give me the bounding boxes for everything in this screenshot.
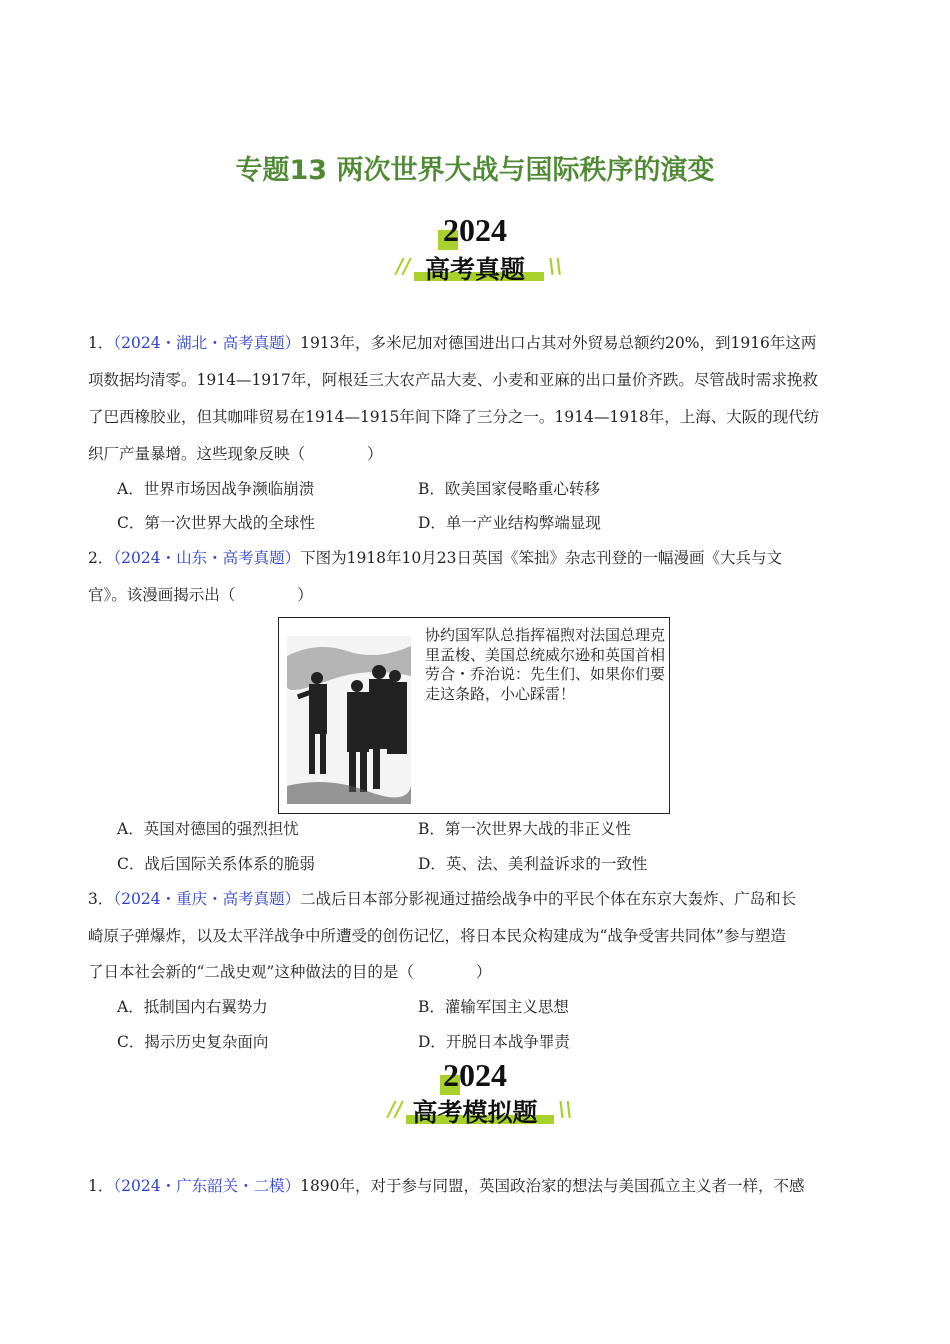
question-source: （2024・山东・高考真题）: [113, 549, 301, 567]
question-text: 1890年，对于参与同盟，英国政治家的想法与美国孤立主义者一样，不感: [300, 1177, 805, 1195]
option-a: A．世界市场因战争濒临崩溃: [117, 480, 315, 498]
page-title: 专题13 两次世界大战与国际秩序的演变: [235, 155, 715, 186]
question-text: 下图为1918年10月23日英国《笨拙》杂志刊登的一幅漫画《大兵与文: [300, 549, 782, 567]
option-d: D．开脱日本战争罪责: [418, 1033, 570, 1051]
question-text: 二战后日本部分影视通过描绘战争中的平民个体在东京大轰炸、广岛和长: [300, 890, 797, 908]
option-b: B．第一次世界大战的非正义性: [418, 820, 631, 838]
question-text: 崎原子弹爆炸，以及太平洋战争中所遭受的创伤记忆，将日本民众构建成为“战争受害共同体”参与塑造: [88, 927, 786, 945]
question-text: 1913年，多米尼加对德国进出口占其对外贸易总额约20%，到1916年这两: [300, 334, 817, 352]
section-year: 2024: [443, 212, 507, 248]
option-d: D．英、法、美利益诉求的一致性: [418, 855, 648, 873]
question-number: 2．: [88, 549, 114, 567]
question-text: 了巴西橡胶业，但其咖啡贸易在1914—1915年间下降了三分之一。1914—1918年，上海、大阪的现代纺: [88, 408, 820, 426]
section-badge-real-exam: [0, 212, 950, 292]
section-label: 高考模拟题: [412, 1098, 538, 1127]
option-b: B．灌输军国主义思想: [418, 998, 569, 1016]
slash-decoration: \\: [548, 254, 563, 278]
slash-decoration: \\: [558, 1097, 573, 1121]
section-label: 高考真题: [424, 255, 525, 284]
option-a: A．英国对德国的强烈担忧: [117, 820, 299, 838]
question-source: （2024・广东韶关・二模）: [113, 1177, 301, 1195]
section-badge-mock-exam: [0, 1057, 950, 1137]
question-number: 3．: [88, 890, 114, 908]
option-d: D．单一产业结构弊端显现: [418, 514, 601, 532]
cartoon-image: [287, 636, 411, 804]
question-number: 1．: [88, 1177, 114, 1195]
question-text: 织厂产量暴增。这些现象反映（ ）: [88, 445, 383, 463]
option-c: C．战后国际关系体系的脆弱: [117, 855, 315, 873]
question-text: 了日本社会新的“二战史观”这种做法的目的是（ ）: [88, 963, 492, 981]
question-text: 官》。该漫画揭示出（ ）: [88, 586, 313, 604]
option-c: C．第一次世界大战的全球性: [117, 514, 315, 532]
option-a: A．抵制国内右翼势力: [117, 998, 268, 1016]
slash-decoration: //: [396, 254, 411, 278]
section-year: 2024: [443, 1057, 507, 1093]
question-source: （2024・重庆・高考真题）: [113, 890, 301, 908]
question-text: 项数据均清零。1914—1917年，阿根廷三大农产品大麦、小麦和亚麻的出口量价齐跌。尽管战时需求挽救: [88, 371, 818, 389]
question-number: 1．: [88, 334, 114, 352]
question-source: （2024・湖北・高考真题）: [113, 334, 301, 352]
option-b: B．欧美国家侵略重心转移: [418, 480, 600, 498]
option-c: C．揭示历史复杂面向: [117, 1033, 269, 1051]
slash-decoration: //: [388, 1097, 403, 1121]
cartoon-figure: [278, 617, 670, 814]
figure-caption: 协约国军队总指挥福煦对法国总理克里孟梭、美国总统威尔逊和英国首相劳合・乔治说：先生们、如果你们要走这条路，小心踩雷！: [425, 626, 666, 703]
